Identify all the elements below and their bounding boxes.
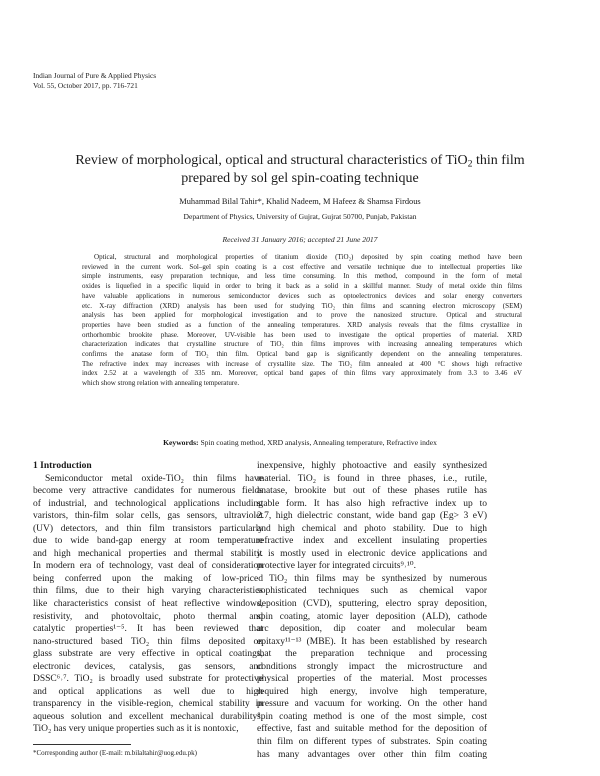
title-subscript: 2 xyxy=(467,158,473,170)
body-line: thin films, due to their high varying characteristics xyxy=(33,586,263,597)
abstract xyxy=(82,253,522,389)
body-line: aqueous solution and excellent mechanical durability⁸. xyxy=(33,711,263,722)
received-dates: Received 31 January 2016; accepted 21 June 2017 xyxy=(222,235,378,244)
abstract-line: Optical, structural and morphological properties of titanium dioxide (TiO₂) deposited by spin coating method have been xyxy=(94,253,522,261)
body-line: Semiconductor metal oxide-TiO₂ thin films have xyxy=(45,473,263,484)
body-line: spin coating, atomic layer deposition (ALD), cathode xyxy=(257,611,487,622)
title-part-1: Review of morphological, optical and structural characteristics of TiO xyxy=(75,153,468,168)
abstract-line: characterization indicates that crystalline structure of TiO₂ thin films improves with increasing annealing temperatures which xyxy=(82,340,522,349)
body-line: spin coating method is one of the most simple, cost xyxy=(257,711,487,722)
body-line: (UV) detectors, and thin film transistors particularly xyxy=(33,523,263,534)
title-part-2: thin film xyxy=(472,153,525,168)
body-line: DSSC⁶˒⁷. TiO₂ is broadly used substrate for protective xyxy=(33,674,263,685)
body-line: of industrial, and technological applications including xyxy=(33,498,263,509)
body-line: varistors, thin-film solar cells, gas sensors, ultraviolet xyxy=(33,511,263,522)
body-line: thin film on different types of substrates. Spin coating xyxy=(257,737,487,748)
journal-volume: Vol. 55, October 2017, pp. 716-721 xyxy=(33,80,138,90)
body-line: and high chemical and photo stability. Due to high xyxy=(257,523,487,534)
body-line: electronic devices, catalysis, gas sensors, and xyxy=(33,661,263,672)
abstract-line: analysis has been applied for morphological investigation and to prove the nanosized structure. Optical and structural xyxy=(82,311,522,320)
right-column xyxy=(257,460,487,761)
body-line: conditions strongly impact the microstructure and xyxy=(257,661,487,672)
keywords-label: Keywords: xyxy=(163,438,199,447)
abstract-line: have valuable applications in numerous semiconductor devices such as optoelectronics devices and solar energy converters xyxy=(82,291,522,300)
body-line: material. TiO₂ is found in three phases, i.e., rutile, xyxy=(257,473,487,484)
body-line: and optical applications as well due to high xyxy=(33,686,263,697)
journal-name: Indian Journal of Pure & Applied Physics xyxy=(33,71,157,80)
abstract-line: oxides is liquefied in a specific liquid in order to bring it back as a solid in a skillful manner. Study of metal oxide thin films xyxy=(82,282,522,291)
body-line: being conferred upon the making of low-priced xyxy=(33,573,263,584)
body-line: 2.7, high dielectric constant, wide band gap (Eg> 3 eV) xyxy=(257,511,487,522)
abstract-line: etc. X-ray diffraction (XRD) analysis has been used for studying TiO₂ thin films and scanning electron microscopy (SEM) xyxy=(82,301,522,310)
body-line: catalytic properties¹⁻⁵. It has been reviewed that xyxy=(33,624,263,635)
body-line: due to wide band-gap energy at room temperature xyxy=(33,536,263,547)
body-line: epitaxy¹¹⁻¹³ (MBE). It has been established by research xyxy=(257,636,487,647)
left-column xyxy=(33,460,263,736)
body-line: and high mechanical properties and thermal stability. xyxy=(33,548,263,559)
body-line: TiO₂ thin films may be synthesized by numerous xyxy=(269,573,487,584)
keywords xyxy=(0,438,600,447)
affiliation: Department of Physics, University of Gujrat, Gujrat 50700, Punjab, Pakistan xyxy=(183,212,417,221)
body-line: glass substrate are very effective in optical coatings, xyxy=(33,649,263,660)
body-line: deposition (CVD), sputtering, electro spray deposition, xyxy=(257,599,487,610)
body-line: like characteristics consist of heat reflective windows, xyxy=(33,599,263,610)
abstract-line: The refractive index may increases with increase of crystallite size. The TiO₂ film annealed at 400 °C shows high refractive xyxy=(82,359,522,368)
body-line: transparency in the visible-region, chemical stability in xyxy=(33,699,263,710)
abstract-line: simple instruments, easy preparation technique, and less time consuming. In this method, compound in the form of metal xyxy=(82,272,522,281)
section-heading: 1 Introduction xyxy=(33,461,92,471)
abstract-line: which show strong relation with annealing temperature. xyxy=(82,379,240,388)
body-line: pressure and vacuum for working. On the other hand xyxy=(257,699,487,710)
body-line: arc deposition, dip coater and molecular beam xyxy=(257,624,487,635)
body-line: stable form. It has also high refractive index up to xyxy=(257,498,487,509)
footnote-divider xyxy=(33,744,131,745)
body-line: inexpensive, highly photoactive and easily synthesized xyxy=(257,461,487,471)
body-line: In modern era of technology, vast deal of consideration xyxy=(33,561,263,572)
body-line: has many advantages over other thin film coating xyxy=(257,749,487,760)
body-line: become very attractive candidates for numerous fields xyxy=(33,486,263,497)
keywords-text: Spin coating method, XRD analysis, Annealing temperature, Refractive index xyxy=(198,438,437,447)
body-line: nano-structured based TiO₂ thin films deposited on xyxy=(33,636,263,647)
body-line: protective layer for integrated circuits⁹˒¹⁰. xyxy=(257,561,416,572)
abstract-line: properties have been studied as a function of the annealing temperatures. XRD analysis reveals that the films crystallize in xyxy=(82,320,522,329)
body-line: that the preparation technique and processing xyxy=(257,649,487,660)
journal-header xyxy=(33,71,156,90)
title-line-2: prepared by sol gel spin-coating technique xyxy=(181,171,419,186)
body-line: physical properties of the material. Most processes xyxy=(257,674,487,685)
author-list: Muhammad Bilal Tahir*, Khalid Nadeem, M Hafeez & Shamsa Firdous xyxy=(179,197,421,206)
body-line: it is mostly used in electronic device applications and xyxy=(257,548,487,559)
body-line: required high energy, involve high temperature, xyxy=(257,686,487,697)
abstract-line: index 2.52 at a wavelength of 335 nm. Moreover, optical band gapes of thin films vary approximately from 3.3 to 3.46 eV xyxy=(82,369,522,378)
abstract-line: reviewed in the current work. Sol–gel spin coating is a cost effective and versatile technique due to intellectual properties like xyxy=(82,262,522,271)
body-line: refractive index and excellent insulating properties xyxy=(257,536,487,547)
abstract-line: orthorhombic brookite phase. Moreover, UV-visible has been used to investigate the optical properties of material. XRD xyxy=(82,330,522,339)
body-line: sophisticated techniques such as chemical vapor xyxy=(257,586,487,597)
body-line: effective, fast and suitable method for the deposition of xyxy=(257,724,487,735)
body-line: TiO₂ has very unique properties such as it is nontoxic, xyxy=(33,724,239,735)
body-line: anatase, brookite but out of these phases rutile has xyxy=(257,486,487,497)
abstract-line: confirms the anatase form of TiO₂ thin film. Optical band gap is significantly dependent on the annealing temperatures. xyxy=(82,350,522,359)
corresponding-author-footnote: *Corresponding author (E-mail: m.bilaltahir@uog.edu.pk) xyxy=(33,749,197,757)
paper-title xyxy=(50,152,550,188)
body-line: resistivity, and photovoltaic, photo thermal and xyxy=(33,611,263,622)
